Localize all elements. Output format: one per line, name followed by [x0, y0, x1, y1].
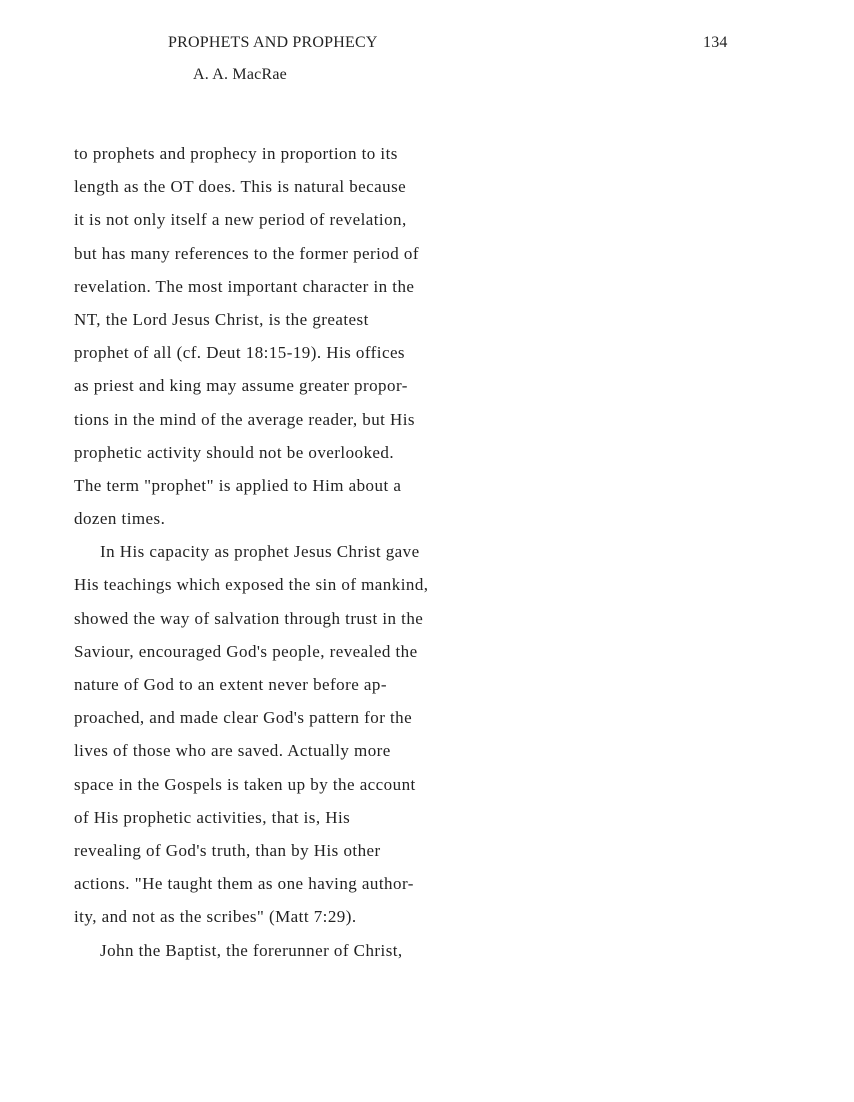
page-number: 134	[703, 34, 728, 51]
text-line: as priest and king may assume greater propor-	[74, 376, 408, 396]
text-line: tions in the mind of the average reader, but His	[74, 409, 415, 429]
text-line: revealing of God's truth, than by His other	[74, 840, 381, 860]
text-line: but has many references to the former period of	[74, 243, 419, 263]
text-line: prophet of all (cf. Deut 18:15-19). His offices	[74, 343, 406, 363]
text-line: The term "prophet" is applied to Him about a	[74, 475, 402, 495]
body-text	[74, 142, 504, 972]
text-line: prophetic activity should not be overlooked.	[74, 442, 395, 462]
text-line: ity, and not as the scribes" (Matt 7:29).	[74, 907, 357, 927]
text-line: it is not only itself a new period of revelation,	[74, 210, 407, 230]
text-line: NT, the Lord Jesus Christ, is the greatest	[74, 309, 369, 329]
text-line: revelation. The most important character in the	[74, 276, 415, 296]
text-line: space in the Gospels is taken up by the account	[74, 774, 416, 794]
running-title: PROPHETS AND PROPHECY	[168, 34, 378, 51]
text-line: of His prophetic activities, that is, His	[74, 807, 351, 827]
text-line: In His capacity as prophet Jesus Christ gave	[100, 542, 420, 562]
text-line: to prophets and prophecy in proportion to its	[74, 144, 398, 163]
text-line: John the Baptist, the forerunner of Christ,	[100, 940, 403, 960]
text-line: length as the OT does. This is natural because	[74, 177, 407, 197]
text-line: actions. "He taught them as one having author-	[74, 874, 414, 894]
text-line: Saviour, encouraged God's people, revealed the	[74, 641, 418, 661]
text-line: showed the way of salvation through trust in the	[74, 608, 424, 628]
author-name: A. A. MacRae	[193, 66, 287, 83]
text-line: dozen times.	[74, 509, 166, 529]
text-line: His teachings which exposed the sin of mankind,	[74, 575, 429, 595]
text-line: lives of those who are saved. Actually more	[74, 741, 391, 761]
text-line: proached, and made clear God's pattern for the	[74, 708, 413, 728]
text-line: nature of God to an extent never before ap-	[74, 675, 387, 694]
